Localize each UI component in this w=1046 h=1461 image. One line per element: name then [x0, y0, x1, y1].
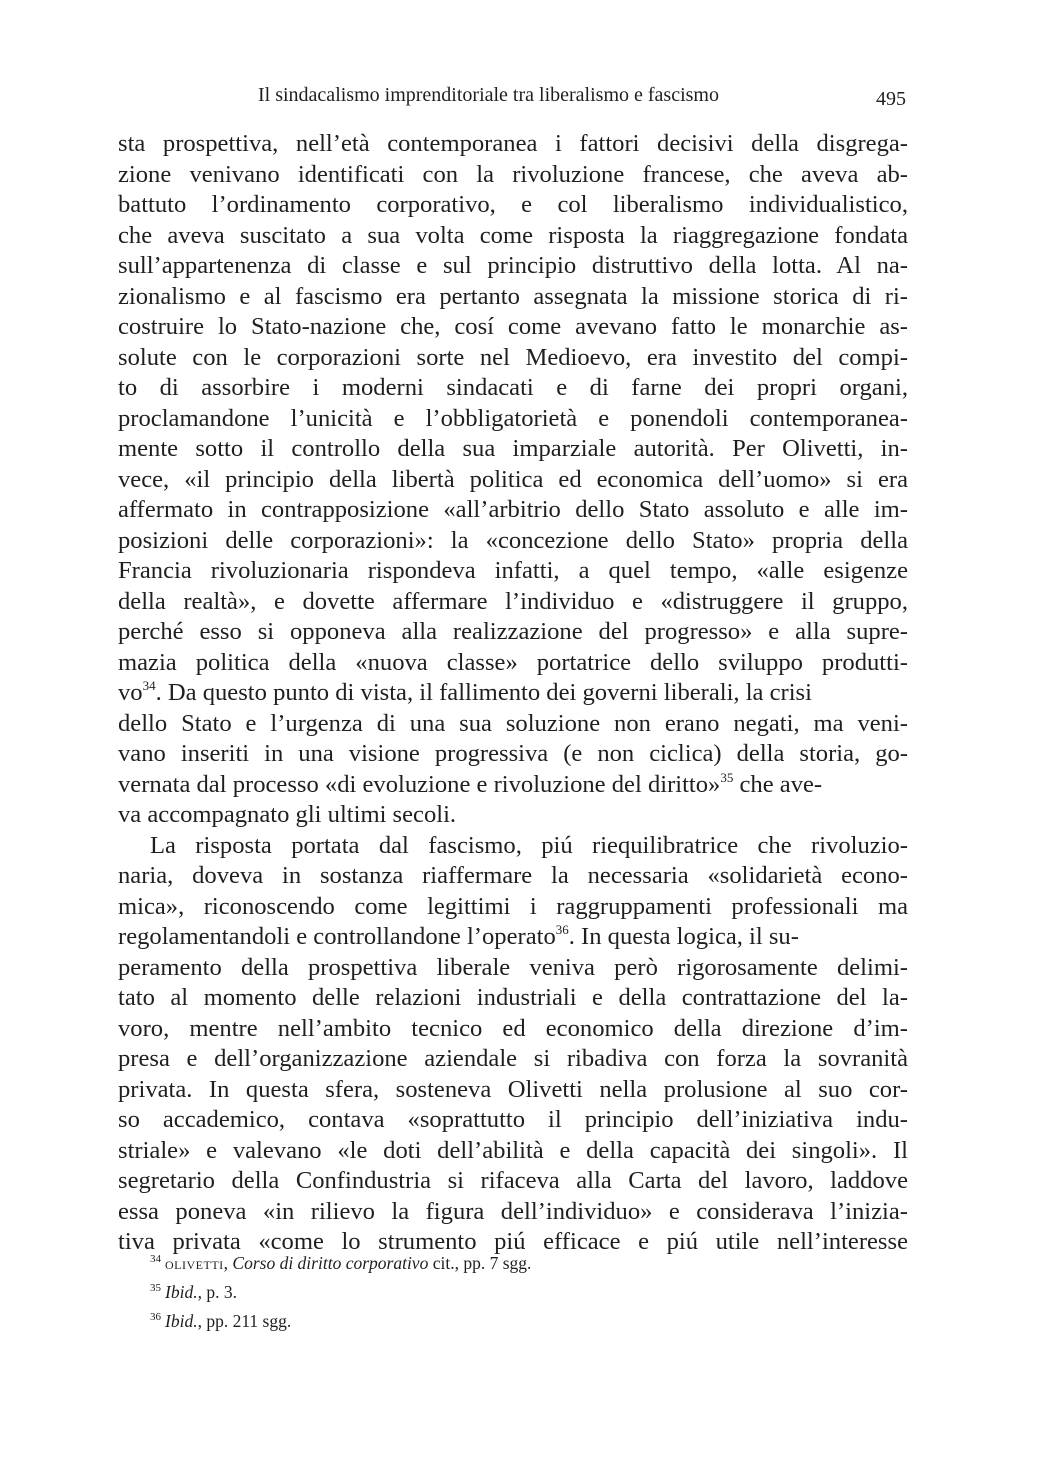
footnote-separator: ,	[223, 1253, 233, 1273]
text-line: striale» e valevano «le doti dell’abilità e della capacità dei singoli». Il	[118, 1136, 908, 1164]
footnote-title: Ibid.	[165, 1311, 198, 1331]
footnote-title: Corso di diritto corporativo	[232, 1253, 429, 1273]
text-segment: . In questa logica, il su-	[568, 923, 799, 950]
text-line: tato al momento delle relazioni industriali e della contrattazione del la-	[118, 984, 908, 1011]
footnote-author: olivetti	[165, 1253, 224, 1273]
footnote-34	[150, 1247, 910, 1276]
text-segment: regolamentandoli e controllandone l’operato	[118, 923, 556, 950]
text-line: vece, «il principio della libertà politica ed economica dell’uomo» si era	[118, 465, 908, 493]
text-line: naria, doveva in sostanza riaffermare la necessaria «solidarietà econo-	[118, 862, 908, 889]
footnotes	[150, 1247, 910, 1334]
text-line: zione venivano identificati con la rivoluzione francese, che aveva ab-	[118, 160, 908, 188]
running-title: Il sindacalismo imprenditoriale tra liberalismo e fascismo	[258, 84, 719, 106]
footnote-text: , pp. 211 sgg.	[197, 1311, 292, 1331]
footnote-text: cit., pp. 7 sgg.	[428, 1253, 532, 1273]
page-number: 495	[876, 88, 906, 110]
text-line: zionalismo e al fascismo era pertanto assegnata la missione storica di ri-	[118, 282, 908, 310]
text-segment: . Da questo punto di vista, il fallimento dei governi liberali, la crisi	[155, 679, 812, 706]
footnote-ref-34[interactable]: 34	[142, 678, 156, 693]
text-line: mazia politica della «nuova classe» portatrice dello sviluppo produtti-	[118, 648, 908, 676]
text-line: tiva privata «come lo strumento piú efficace e piú utile nell’interesse	[118, 1228, 908, 1255]
text-segment: vo	[118, 679, 143, 706]
text-line: presa e dell’organizzazione aziendale si ribadiva con forza la sovranità	[118, 1045, 908, 1072]
text-line: to di assorbire i moderni sindacati e di farne dei propri organi,	[118, 374, 908, 401]
footnote-35	[150, 1276, 910, 1305]
footnote-ref-35[interactable]: 35	[720, 769, 734, 785]
text-line: perché esso si opponeva alla realizzazione del progresso» e alla supre-	[118, 618, 908, 645]
text-line: sull’appartenenza di classe e sul principio distruttivo della lotta. Al na-	[118, 252, 908, 279]
text-line: solute con le corporazioni sorte nel Medioevo, era investito del compi-	[118, 343, 908, 371]
footnote-ref-36[interactable]: 36	[555, 922, 569, 937]
text-line	[118, 922, 908, 953]
footnote-number: 34	[150, 1253, 161, 1265]
footnote-text: , p. 3.	[197, 1282, 237, 1302]
text-line: proclamandone l’unicità e l’obbligatorietà e ponendoli contemporanea-	[118, 404, 908, 432]
text-line	[118, 678, 908, 709]
footnote-36	[150, 1305, 910, 1334]
text-line: va accompagnato gli ultimi secoli.	[118, 801, 457, 828]
text-line: dello Stato e l’urgenza di una sua soluzione non erano negati, ma veni-	[118, 709, 908, 737]
text-line: mica», riconoscendo come legittimi i raggruppamenti professionali ma	[118, 892, 908, 920]
text-line: sta prospettiva, nell’età contemporanea i fattori decisivi della disgrega-	[118, 130, 908, 157]
text-line: voro, mentre nell’ambito tecnico ed economico della direzione d’im-	[118, 1014, 908, 1042]
text-line: peramento della prospettiva liberale veniva però rigorosamente delimi-	[118, 953, 908, 981]
text-line: so accademico, contava «soprattutto il principio dell’iniziativa indu-	[118, 1106, 908, 1133]
footnote-title: Ibid.	[165, 1282, 198, 1302]
footnote-number: 36	[150, 1311, 161, 1323]
text-segment: che ave-	[733, 770, 823, 798]
text-line: affermato in contrapposizione «all’arbitrio dello Stato assoluto e alle im-	[118, 496, 908, 523]
text-line: essa poneva «in rilievo la figura dell’individuo» e considerava l’inizia-	[118, 1197, 908, 1225]
text-line: La risposta portata dal fascismo, piú riequilibratrice che rivoluzio-	[150, 831, 908, 859]
running-header	[118, 84, 908, 114]
text-line: posizioni delle corporazioni»: la «concezione dello Stato» propria della	[118, 526, 908, 554]
text-line: mente sotto il controllo della sua imparziale autorità. Per Olivetti, in-	[118, 435, 908, 462]
text-line	[118, 770, 908, 801]
text-line: segretario della Confindustria si rifaceva alla Carta del lavoro, laddove	[118, 1167, 908, 1194]
text-line: battuto l’ordinamento corporativo, e col liberalismo individualistico,	[118, 191, 908, 218]
paragraph-1	[118, 129, 908, 831]
text-line: che aveva suscitato a sua volta come risposta la riaggregazione fondata	[118, 221, 908, 249]
text-line: vano inseriti in una visione progressiva (e non ciclica) della storia, go-	[118, 740, 908, 767]
text-line: costruire lo Stato-nazione che, cosí come avevano fatto le monarchie as-	[118, 313, 908, 340]
footnote-number: 35	[150, 1282, 161, 1294]
paragraph-2	[118, 831, 908, 1258]
text-line: della realtà», e dovette affermare l’individuo e «distruggere il gruppo,	[118, 587, 908, 615]
text-line: Francia rivoluzionaria rispondeva infatti, a quel tempo, «alle esigenze	[118, 557, 908, 584]
text-line: privata. In questa sfera, sosteneva Olivetti nella prolusione al suo cor-	[118, 1075, 908, 1103]
body-text	[118, 129, 908, 1258]
text-segment: vernata dal processo «di evoluzione e rivoluzione del diritto»	[118, 770, 721, 798]
